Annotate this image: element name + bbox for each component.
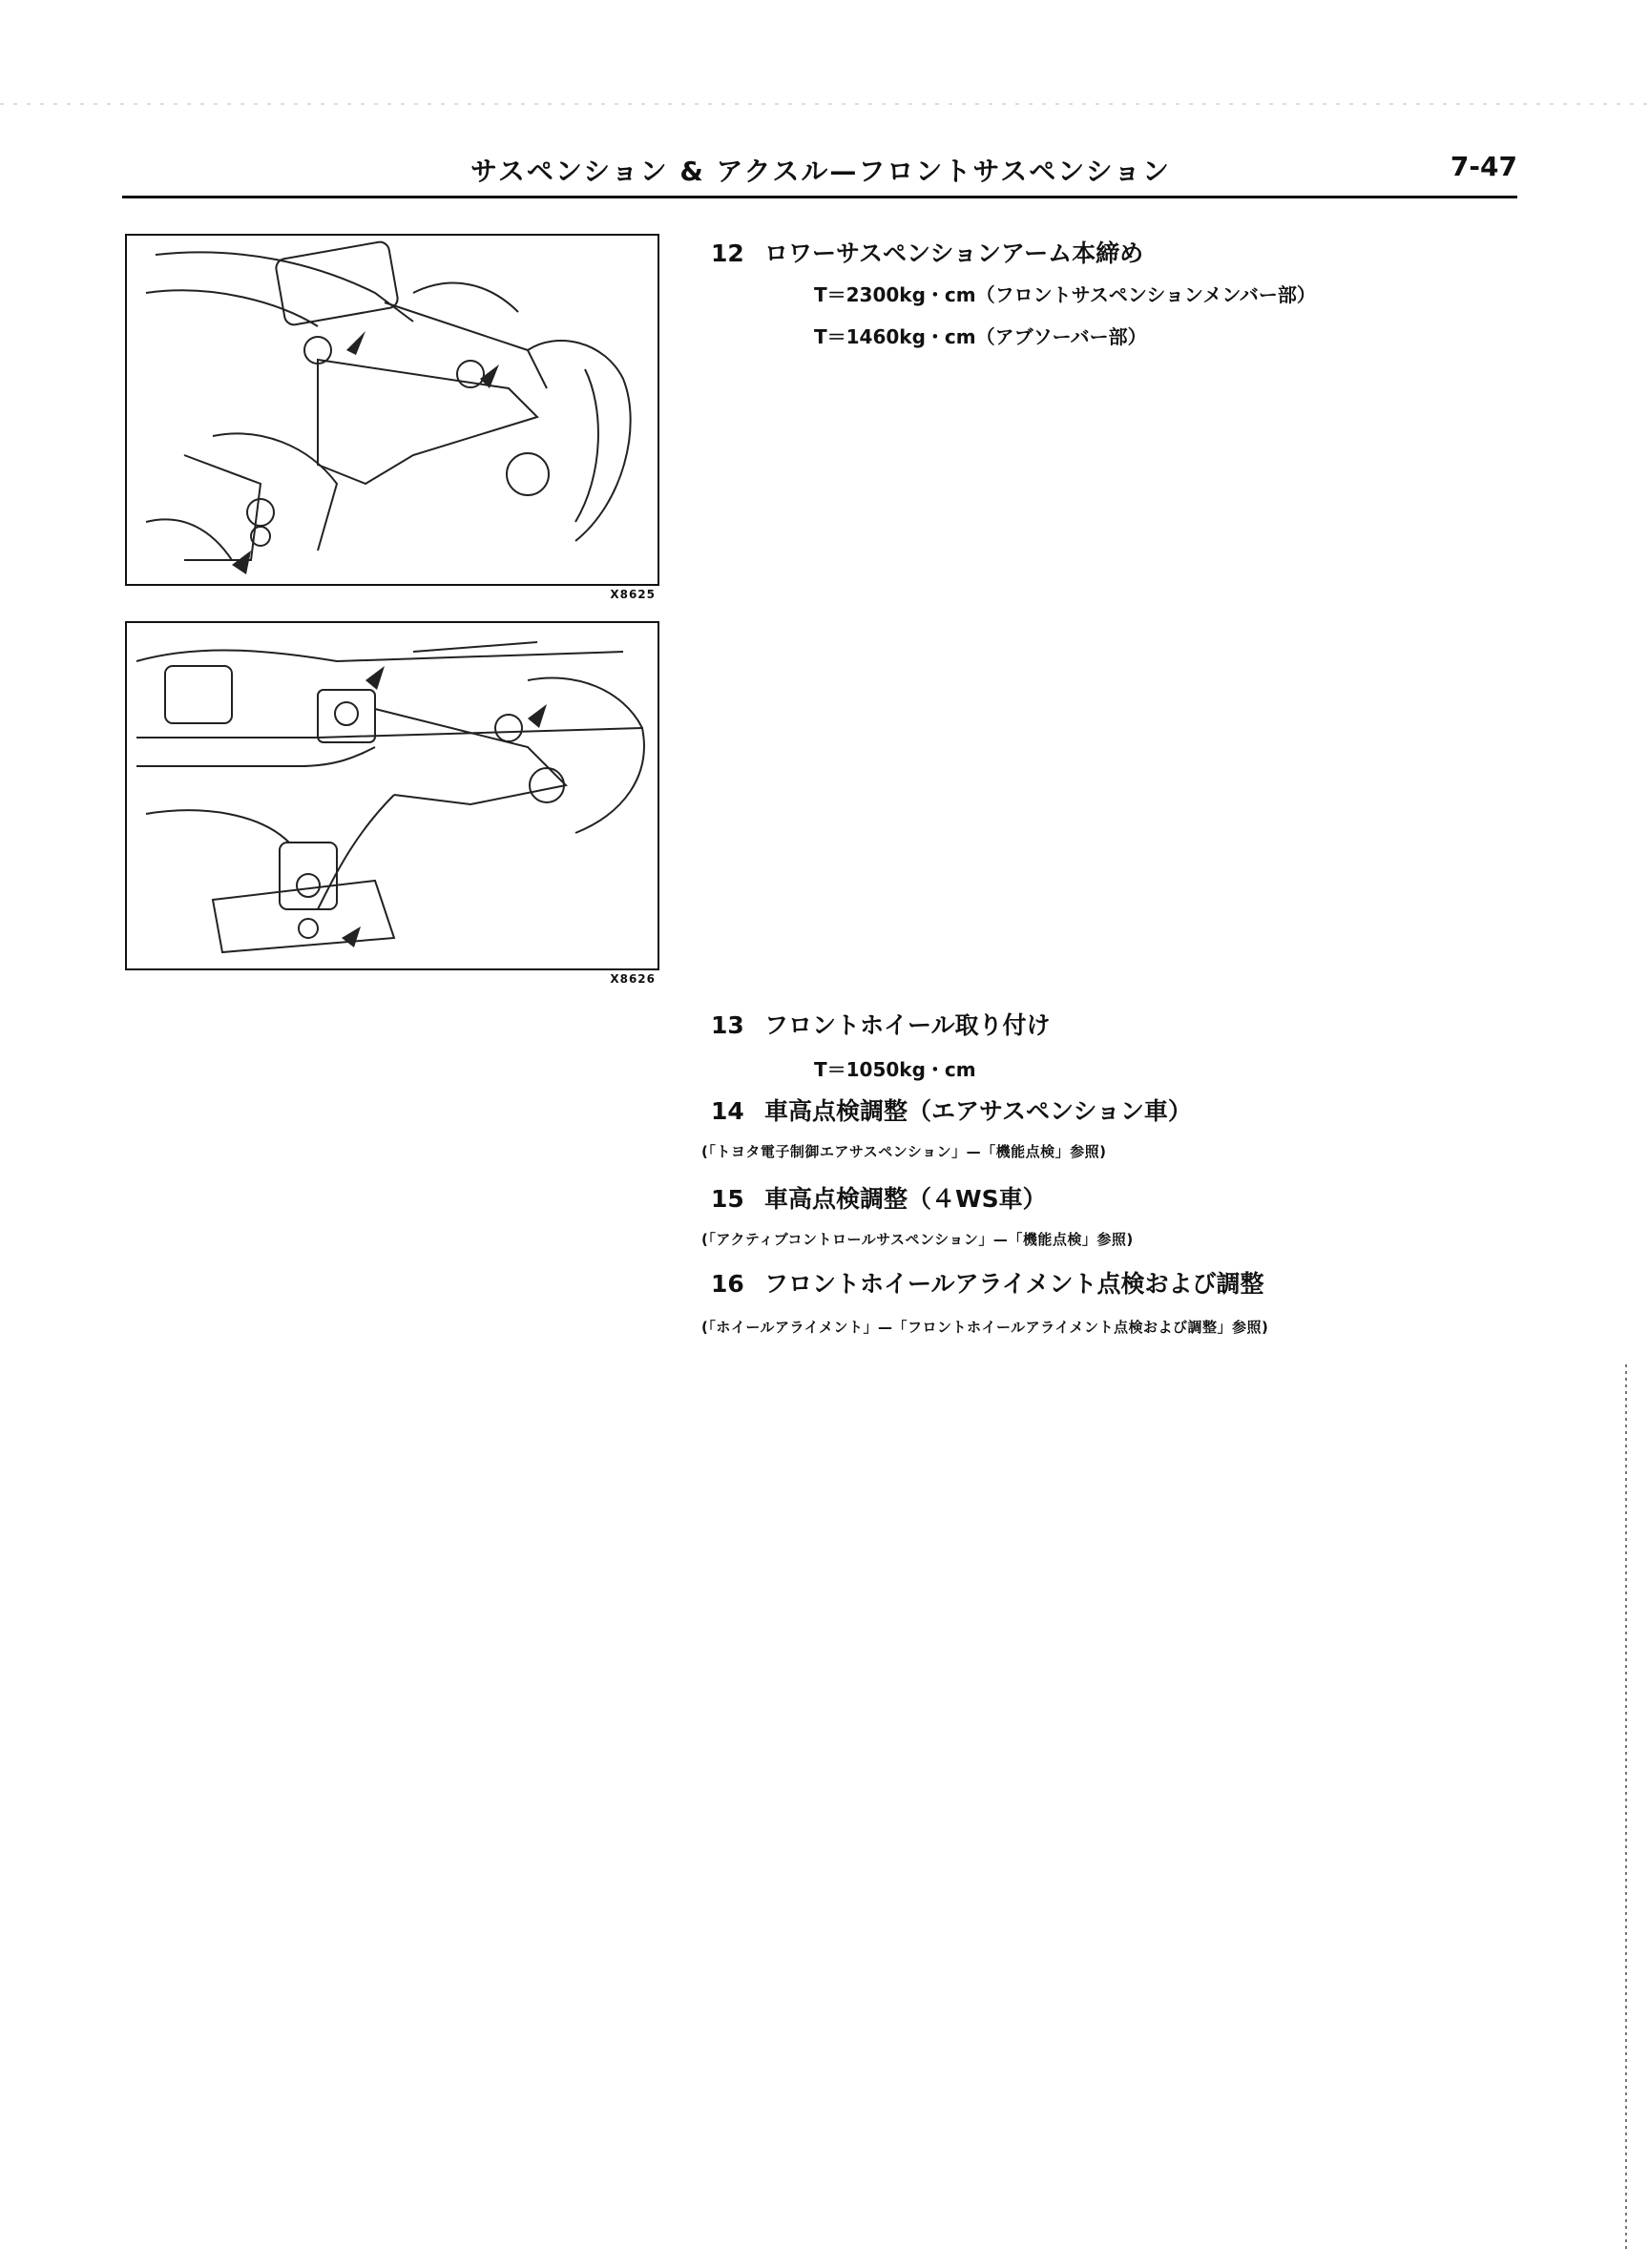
step-13-heading bbox=[711, 1007, 1570, 1041]
step-14-heading bbox=[711, 1092, 1570, 1127]
step-title: フロントホイールアライメント点検および調整 bbox=[764, 1270, 1264, 1298]
page-number: 7-47 bbox=[1450, 151, 1517, 182]
torque-spec: T＝1460kg・cm（アブソーバー部） bbox=[814, 325, 1147, 348]
reference-note: (「トヨタ電子制御エアサスペンション」—「機能点検」参照) bbox=[701, 1143, 1107, 1160]
figure-code-2: X8626 bbox=[610, 972, 656, 986]
reference-note: (「アクティブコントロールサスペンション」—「機能点検」参照) bbox=[701, 1231, 1134, 1248]
step-title: 車高点検調整（エアサスペンション車） bbox=[764, 1097, 1192, 1125]
step-12-heading bbox=[711, 235, 1570, 269]
torque-spec: T＝2300kg・cm（フロントサスペンションメンバー部） bbox=[814, 283, 1316, 306]
step-number: 16 bbox=[711, 1270, 744, 1298]
torque-spec: T＝1050kg・cm bbox=[814, 1058, 976, 1081]
header-rule bbox=[122, 196, 1517, 198]
figure-front-member bbox=[125, 621, 659, 970]
suspension-illustration-2 bbox=[127, 623, 658, 968]
step-title: 車高点検調整（４WS車） bbox=[764, 1185, 1047, 1213]
step-16-heading bbox=[711, 1265, 1570, 1300]
reference-note: (「ホイールアライメント」—「フロントホイールアライメント点検および調整」参照) bbox=[701, 1319, 1269, 1336]
step-number: 15 bbox=[711, 1185, 744, 1213]
section-title: サスペンション & アクスル—フロントサスペンション bbox=[470, 156, 1172, 187]
step-number: 13 bbox=[711, 1011, 744, 1039]
step-title: フロントホイール取り付け bbox=[764, 1011, 1051, 1039]
scan-margin-dots bbox=[1625, 1364, 1627, 2252]
scan-artifact-dots bbox=[0, 103, 1649, 105]
suspension-illustration-1 bbox=[127, 236, 658, 584]
step-title: ロワーサスペンションアーム本締め bbox=[764, 239, 1144, 267]
step-15-heading bbox=[711, 1180, 1570, 1215]
step-number: 14 bbox=[711, 1097, 744, 1125]
figure-lower-arm-bolts bbox=[125, 234, 659, 586]
step-number: 12 bbox=[711, 239, 744, 267]
figure-code-1: X8625 bbox=[610, 588, 656, 601]
